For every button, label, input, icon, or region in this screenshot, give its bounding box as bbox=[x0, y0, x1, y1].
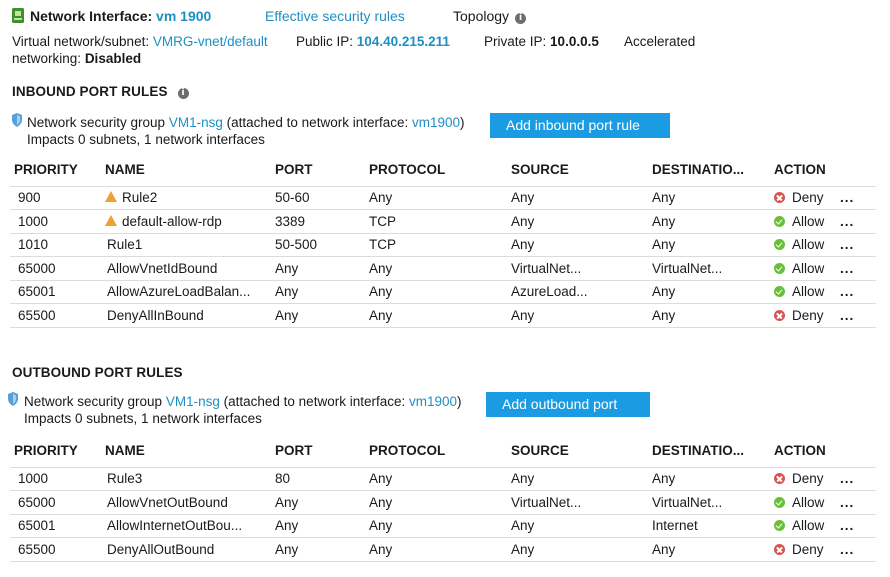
cell-destination-text: Internet bbox=[652, 518, 698, 534]
cell-priority-text: 1010 bbox=[18, 237, 49, 253]
cell-destination-text: Any bbox=[652, 190, 676, 206]
cell-source bbox=[511, 210, 652, 234]
cell-destination-text: Any bbox=[652, 541, 676, 557]
cell-priority bbox=[10, 304, 105, 328]
nic-name-link[interactable]: vm 1900 bbox=[156, 8, 212, 24]
row-more-button[interactable] bbox=[840, 304, 876, 328]
cell-source bbox=[511, 186, 652, 210]
cell-name-text: AllowInternetOutBou... bbox=[107, 518, 243, 534]
table-row[interactable] bbox=[10, 514, 876, 538]
cell-name bbox=[105, 210, 275, 234]
vnet-subnet bbox=[12, 34, 268, 49]
cell-source-text: AzureLoad... bbox=[511, 284, 588, 300]
cell-priority-text: 65500 bbox=[18, 307, 56, 323]
column-header-priority[interactable]: PRIORITY bbox=[14, 443, 78, 458]
cell-port-text: Any bbox=[275, 494, 299, 510]
cell-destination bbox=[652, 210, 774, 234]
allow-icon bbox=[774, 520, 785, 531]
cell-destination-text: VirtualNet... bbox=[652, 494, 723, 510]
cell-action bbox=[774, 280, 840, 304]
column-header-more bbox=[840, 443, 876, 467]
column-header-protocol[interactable]: PROTOCOL bbox=[369, 162, 446, 177]
cell-action-text: Deny bbox=[792, 471, 824, 487]
row-more-button[interactable] bbox=[840, 538, 876, 562]
cell-port-text: Any bbox=[275, 541, 299, 557]
column-header-more bbox=[840, 162, 876, 186]
cell-destination bbox=[652, 304, 774, 328]
effective-security-rules-link[interactable]: Effective security rules bbox=[265, 8, 405, 24]
cell-protocol-text: Any bbox=[369, 260, 393, 276]
topology-label: Topology bbox=[453, 8, 510, 24]
cell-protocol bbox=[369, 538, 511, 562]
cell-source-text: Any bbox=[511, 541, 535, 557]
column-header-port[interactable]: PORT bbox=[275, 162, 313, 177]
cell-name bbox=[105, 186, 275, 210]
column-header-action[interactable]: ACTION bbox=[774, 443, 826, 458]
public-ip-label: Public IP: bbox=[296, 34, 354, 49]
cell-port-text: Any bbox=[275, 307, 299, 323]
cell-port bbox=[275, 304, 369, 328]
allow-icon bbox=[774, 239, 785, 250]
table-row[interactable] bbox=[10, 304, 876, 328]
cell-priority-text: 65000 bbox=[18, 260, 56, 276]
cell-source bbox=[511, 280, 652, 304]
inbound-nsg-line bbox=[27, 115, 465, 130]
table-row[interactable] bbox=[10, 186, 876, 210]
cell-destination bbox=[652, 233, 774, 257]
inbound-rules-table bbox=[10, 162, 876, 328]
cell-protocol-text: Any bbox=[369, 541, 393, 557]
warning-icon bbox=[105, 191, 117, 202]
cell-destination bbox=[652, 257, 774, 281]
column-header-source[interactable]: SOURCE bbox=[511, 162, 569, 177]
cell-protocol bbox=[369, 280, 511, 304]
cell-protocol bbox=[369, 304, 511, 328]
column-header-destination[interactable]: DESTINATIO... bbox=[652, 443, 745, 458]
table-row[interactable] bbox=[10, 538, 876, 562]
cell-protocol-text: Any bbox=[369, 190, 393, 206]
vnet-link[interactable]: VMRG-vnet/default bbox=[152, 34, 268, 49]
nsg-middle: (attached to network interface: bbox=[226, 115, 409, 130]
add-outbound-rule-button[interactable]: Add outbound port bbox=[486, 392, 650, 417]
cell-action-text: Allow bbox=[792, 494, 825, 510]
cell-source bbox=[511, 491, 652, 515]
accelerated-value: Disabled bbox=[84, 51, 142, 66]
row-more-button[interactable] bbox=[840, 491, 876, 515]
cell-protocol-text: Any bbox=[369, 471, 393, 487]
cell-name-text: AllowAzureLoadBalan... bbox=[107, 284, 251, 300]
outbound-impacts: Impacts 0 subnets, 1 network interfaces bbox=[24, 411, 262, 426]
table-header-row bbox=[10, 162, 876, 186]
outbound-nsg-line bbox=[24, 394, 462, 409]
allow-icon bbox=[774, 497, 785, 508]
cell-action-text: Allow bbox=[792, 260, 825, 276]
cell-action-text: Allow bbox=[792, 518, 825, 534]
cell-priority-text: 65000 bbox=[18, 494, 56, 510]
nic-label: Network Interface: bbox=[30, 8, 153, 24]
cell-protocol-text: Any bbox=[369, 494, 393, 510]
cell-destination-text: Any bbox=[652, 213, 676, 229]
cell-protocol-text: Any bbox=[369, 518, 393, 534]
outbound-title: OUTBOUND PORT RULES bbox=[12, 365, 183, 380]
cell-action-text: Deny bbox=[792, 541, 824, 557]
cell-name bbox=[105, 514, 275, 538]
more-icon: ... bbox=[840, 518, 855, 534]
cell-port bbox=[275, 257, 369, 281]
add-inbound-rule-button[interactable]: Add inbound port rule bbox=[490, 113, 670, 138]
outbound-nsg-link[interactable]: VM1-nsg bbox=[165, 394, 220, 409]
more-icon: ... bbox=[840, 284, 855, 300]
deny-icon bbox=[774, 473, 785, 484]
nsg-middle: (attached to network interface: bbox=[223, 394, 406, 409]
public-ip-link[interactable]: 104.40.215.211 bbox=[356, 34, 450, 49]
cell-destination-text: VirtualNet... bbox=[652, 260, 723, 276]
cell-protocol bbox=[369, 257, 511, 281]
network-interface-icon bbox=[12, 8, 24, 23]
cell-action bbox=[774, 514, 840, 538]
cell-name-text: Rule1 bbox=[107, 237, 143, 253]
outbound-nic-link[interactable]: vm1900 bbox=[409, 394, 458, 409]
cell-action-text: Deny bbox=[792, 190, 824, 206]
cell-action bbox=[774, 233, 840, 257]
cell-protocol-text: Any bbox=[369, 307, 393, 323]
cell-priority bbox=[10, 280, 105, 304]
cell-priority bbox=[10, 514, 105, 538]
cell-priority bbox=[10, 538, 105, 562]
warning-icon bbox=[105, 215, 117, 226]
nsg-suffix: ) bbox=[460, 115, 465, 130]
inbound-title: INBOUND PORT RULES bbox=[12, 84, 168, 99]
cell-name-text: Rule3 bbox=[107, 471, 143, 487]
cell-name bbox=[105, 467, 275, 491]
row-more-button[interactable] bbox=[840, 210, 876, 234]
more-icon: ... bbox=[840, 190, 855, 206]
cell-destination-text: Any bbox=[652, 471, 676, 487]
cell-destination bbox=[652, 280, 774, 304]
info-icon: i bbox=[515, 13, 526, 24]
cell-port-text: Any bbox=[275, 284, 299, 300]
cell-port bbox=[275, 514, 369, 538]
inbound-impacts: Impacts 0 subnets, 1 network interfaces bbox=[27, 132, 265, 147]
cell-source bbox=[511, 538, 652, 562]
row-more-button[interactable] bbox=[840, 514, 876, 538]
cell-destination bbox=[652, 186, 774, 210]
cell-name bbox=[105, 257, 275, 281]
table-row[interactable] bbox=[10, 280, 876, 304]
cell-name-text: DenyAllOutBound bbox=[107, 541, 215, 557]
column-header-name[interactable]: NAME bbox=[105, 443, 145, 458]
cell-action-text: Allow bbox=[792, 213, 825, 229]
cell-name bbox=[105, 538, 275, 562]
cell-priority bbox=[10, 233, 105, 257]
deny-icon bbox=[774, 544, 785, 555]
cell-name-text: Rule2 bbox=[122, 190, 158, 206]
inbound-nsg-link[interactable]: VM1-nsg bbox=[168, 115, 223, 130]
cell-action bbox=[774, 304, 840, 328]
row-more-button[interactable] bbox=[840, 186, 876, 210]
deny-icon bbox=[774, 192, 785, 203]
allow-icon bbox=[774, 286, 785, 297]
cell-destination-text: Any bbox=[652, 307, 676, 323]
deny-icon bbox=[774, 310, 785, 321]
cell-name-text: default-allow-rdp bbox=[122, 213, 222, 229]
cell-source-text: VirtualNet... bbox=[511, 260, 582, 276]
topology-link[interactable] bbox=[453, 8, 526, 24]
cell-action-text: Allow bbox=[792, 284, 825, 300]
cell-priority-text: 1000 bbox=[18, 213, 49, 229]
cell-name bbox=[105, 233, 275, 257]
more-icon: ... bbox=[840, 237, 855, 253]
accelerated-networking bbox=[12, 51, 141, 66]
nsg-prefix: Network security group bbox=[27, 115, 166, 130]
cell-source-text: Any bbox=[511, 471, 535, 487]
cell-protocol-text: TCP bbox=[369, 237, 396, 253]
row-more-button[interactable] bbox=[840, 233, 876, 257]
nsg-prefix: Network security group bbox=[24, 394, 163, 409]
cell-source-text: Any bbox=[511, 307, 535, 323]
column-header-protocol[interactable]: PROTOCOL bbox=[369, 443, 446, 458]
more-icon: ... bbox=[840, 494, 855, 510]
table-row[interactable] bbox=[10, 233, 876, 257]
more-icon: ... bbox=[840, 213, 855, 229]
accelerated-label: Accelerated bbox=[624, 34, 696, 49]
cell-destination bbox=[652, 467, 774, 491]
cell-source-text: Any bbox=[511, 237, 535, 253]
cell-protocol bbox=[369, 467, 511, 491]
shield-icon bbox=[12, 113, 22, 127]
cell-action-text: Deny bbox=[792, 307, 824, 323]
column-header-name[interactable]: NAME bbox=[105, 162, 145, 177]
private-ip bbox=[484, 34, 599, 49]
cell-priority-text: 900 bbox=[18, 190, 41, 206]
inbound-nic-link[interactable]: vm1900 bbox=[412, 115, 461, 130]
table-row[interactable] bbox=[10, 257, 876, 281]
cell-priority bbox=[10, 467, 105, 491]
cell-source bbox=[511, 514, 652, 538]
cell-priority-text: 1000 bbox=[18, 471, 49, 487]
nsg-suffix: ) bbox=[457, 394, 462, 409]
cell-source-text: Any bbox=[511, 213, 535, 229]
shield-icon bbox=[8, 392, 18, 406]
cell-source bbox=[511, 304, 652, 328]
accelerated-label-2: networking: bbox=[12, 51, 82, 66]
cell-name bbox=[105, 304, 275, 328]
allow-icon bbox=[774, 216, 785, 227]
cell-name-text: DenyAllInBound bbox=[107, 307, 204, 323]
row-more-button[interactable] bbox=[840, 257, 876, 281]
cell-action bbox=[774, 257, 840, 281]
cell-protocol bbox=[369, 491, 511, 515]
cell-source-text: Any bbox=[511, 518, 535, 534]
cell-port-text: 3389 bbox=[275, 213, 306, 229]
cell-action bbox=[774, 186, 840, 210]
table-row[interactable] bbox=[10, 467, 876, 491]
nic-header bbox=[30, 8, 211, 24]
inbound-section-title bbox=[12, 84, 189, 99]
cell-port-text: 50-60 bbox=[275, 190, 310, 206]
cell-port bbox=[275, 467, 369, 491]
cell-destination bbox=[652, 514, 774, 538]
cell-protocol bbox=[369, 210, 511, 234]
cell-port bbox=[275, 538, 369, 562]
private-ip-value: 10.0.0.5 bbox=[550, 34, 599, 49]
cell-port bbox=[275, 491, 369, 515]
column-header-port[interactable]: PORT bbox=[275, 443, 313, 458]
cell-protocol bbox=[369, 233, 511, 257]
info-icon: i bbox=[178, 88, 189, 99]
table-row[interactable] bbox=[10, 210, 876, 234]
cell-priority bbox=[10, 257, 105, 281]
more-icon: ... bbox=[840, 260, 855, 276]
public-ip bbox=[296, 34, 450, 49]
outbound-rules-table bbox=[10, 443, 876, 562]
column-header-source[interactable]: SOURCE bbox=[511, 443, 569, 458]
cell-destination bbox=[652, 538, 774, 562]
cell-destination-text: Any bbox=[652, 237, 676, 253]
cell-action bbox=[774, 491, 840, 515]
cell-action-text: Allow bbox=[792, 237, 825, 253]
cell-priority bbox=[10, 210, 105, 234]
cell-protocol-text: Any bbox=[369, 284, 393, 300]
cell-port-text: 50-500 bbox=[275, 237, 318, 253]
cell-port-text: Any bbox=[275, 518, 299, 534]
row-more-button[interactable] bbox=[840, 467, 876, 491]
cell-source-text: VirtualNet... bbox=[511, 494, 582, 510]
cell-port bbox=[275, 186, 369, 210]
cell-destination bbox=[652, 491, 774, 515]
cell-priority bbox=[10, 491, 105, 515]
row-more-button[interactable] bbox=[840, 280, 876, 304]
cell-action bbox=[774, 467, 840, 491]
cell-port bbox=[275, 233, 369, 257]
more-icon: ... bbox=[840, 541, 855, 557]
cell-port-text: Any bbox=[275, 260, 299, 276]
cell-name bbox=[105, 280, 275, 304]
cell-protocol-text: TCP bbox=[369, 213, 396, 229]
cell-protocol bbox=[369, 514, 511, 538]
cell-name-text: AllowVnetOutBound bbox=[107, 494, 228, 510]
cell-port bbox=[275, 210, 369, 234]
column-header-priority[interactable]: PRIORITY bbox=[14, 162, 78, 177]
vnet-label: Virtual network/subnet: bbox=[12, 34, 150, 49]
table-header-row bbox=[10, 443, 876, 467]
table-row[interactable] bbox=[10, 491, 876, 515]
cell-destination-text: Any bbox=[652, 284, 676, 300]
cell-source bbox=[511, 257, 652, 281]
column-header-action[interactable]: ACTION bbox=[774, 162, 826, 177]
cell-priority-text: 65001 bbox=[18, 284, 56, 300]
cell-port bbox=[275, 280, 369, 304]
cell-name bbox=[105, 491, 275, 515]
cell-source-text: Any bbox=[511, 190, 535, 206]
allow-icon bbox=[774, 263, 785, 274]
more-icon: ... bbox=[840, 471, 855, 487]
cell-port-text: 80 bbox=[275, 471, 291, 487]
cell-source bbox=[511, 233, 652, 257]
cell-priority-text: 65001 bbox=[18, 518, 56, 534]
cell-priority bbox=[10, 186, 105, 210]
more-icon: ... bbox=[840, 307, 855, 323]
cell-source bbox=[511, 467, 652, 491]
column-header-destination[interactable]: DESTINATIO... bbox=[652, 162, 745, 177]
cell-name-text: AllowVnetIdBound bbox=[107, 260, 218, 276]
cell-action bbox=[774, 210, 840, 234]
cell-protocol bbox=[369, 186, 511, 210]
private-ip-label: Private IP: bbox=[484, 34, 547, 49]
cell-priority-text: 65500 bbox=[18, 541, 56, 557]
cell-action bbox=[774, 538, 840, 562]
